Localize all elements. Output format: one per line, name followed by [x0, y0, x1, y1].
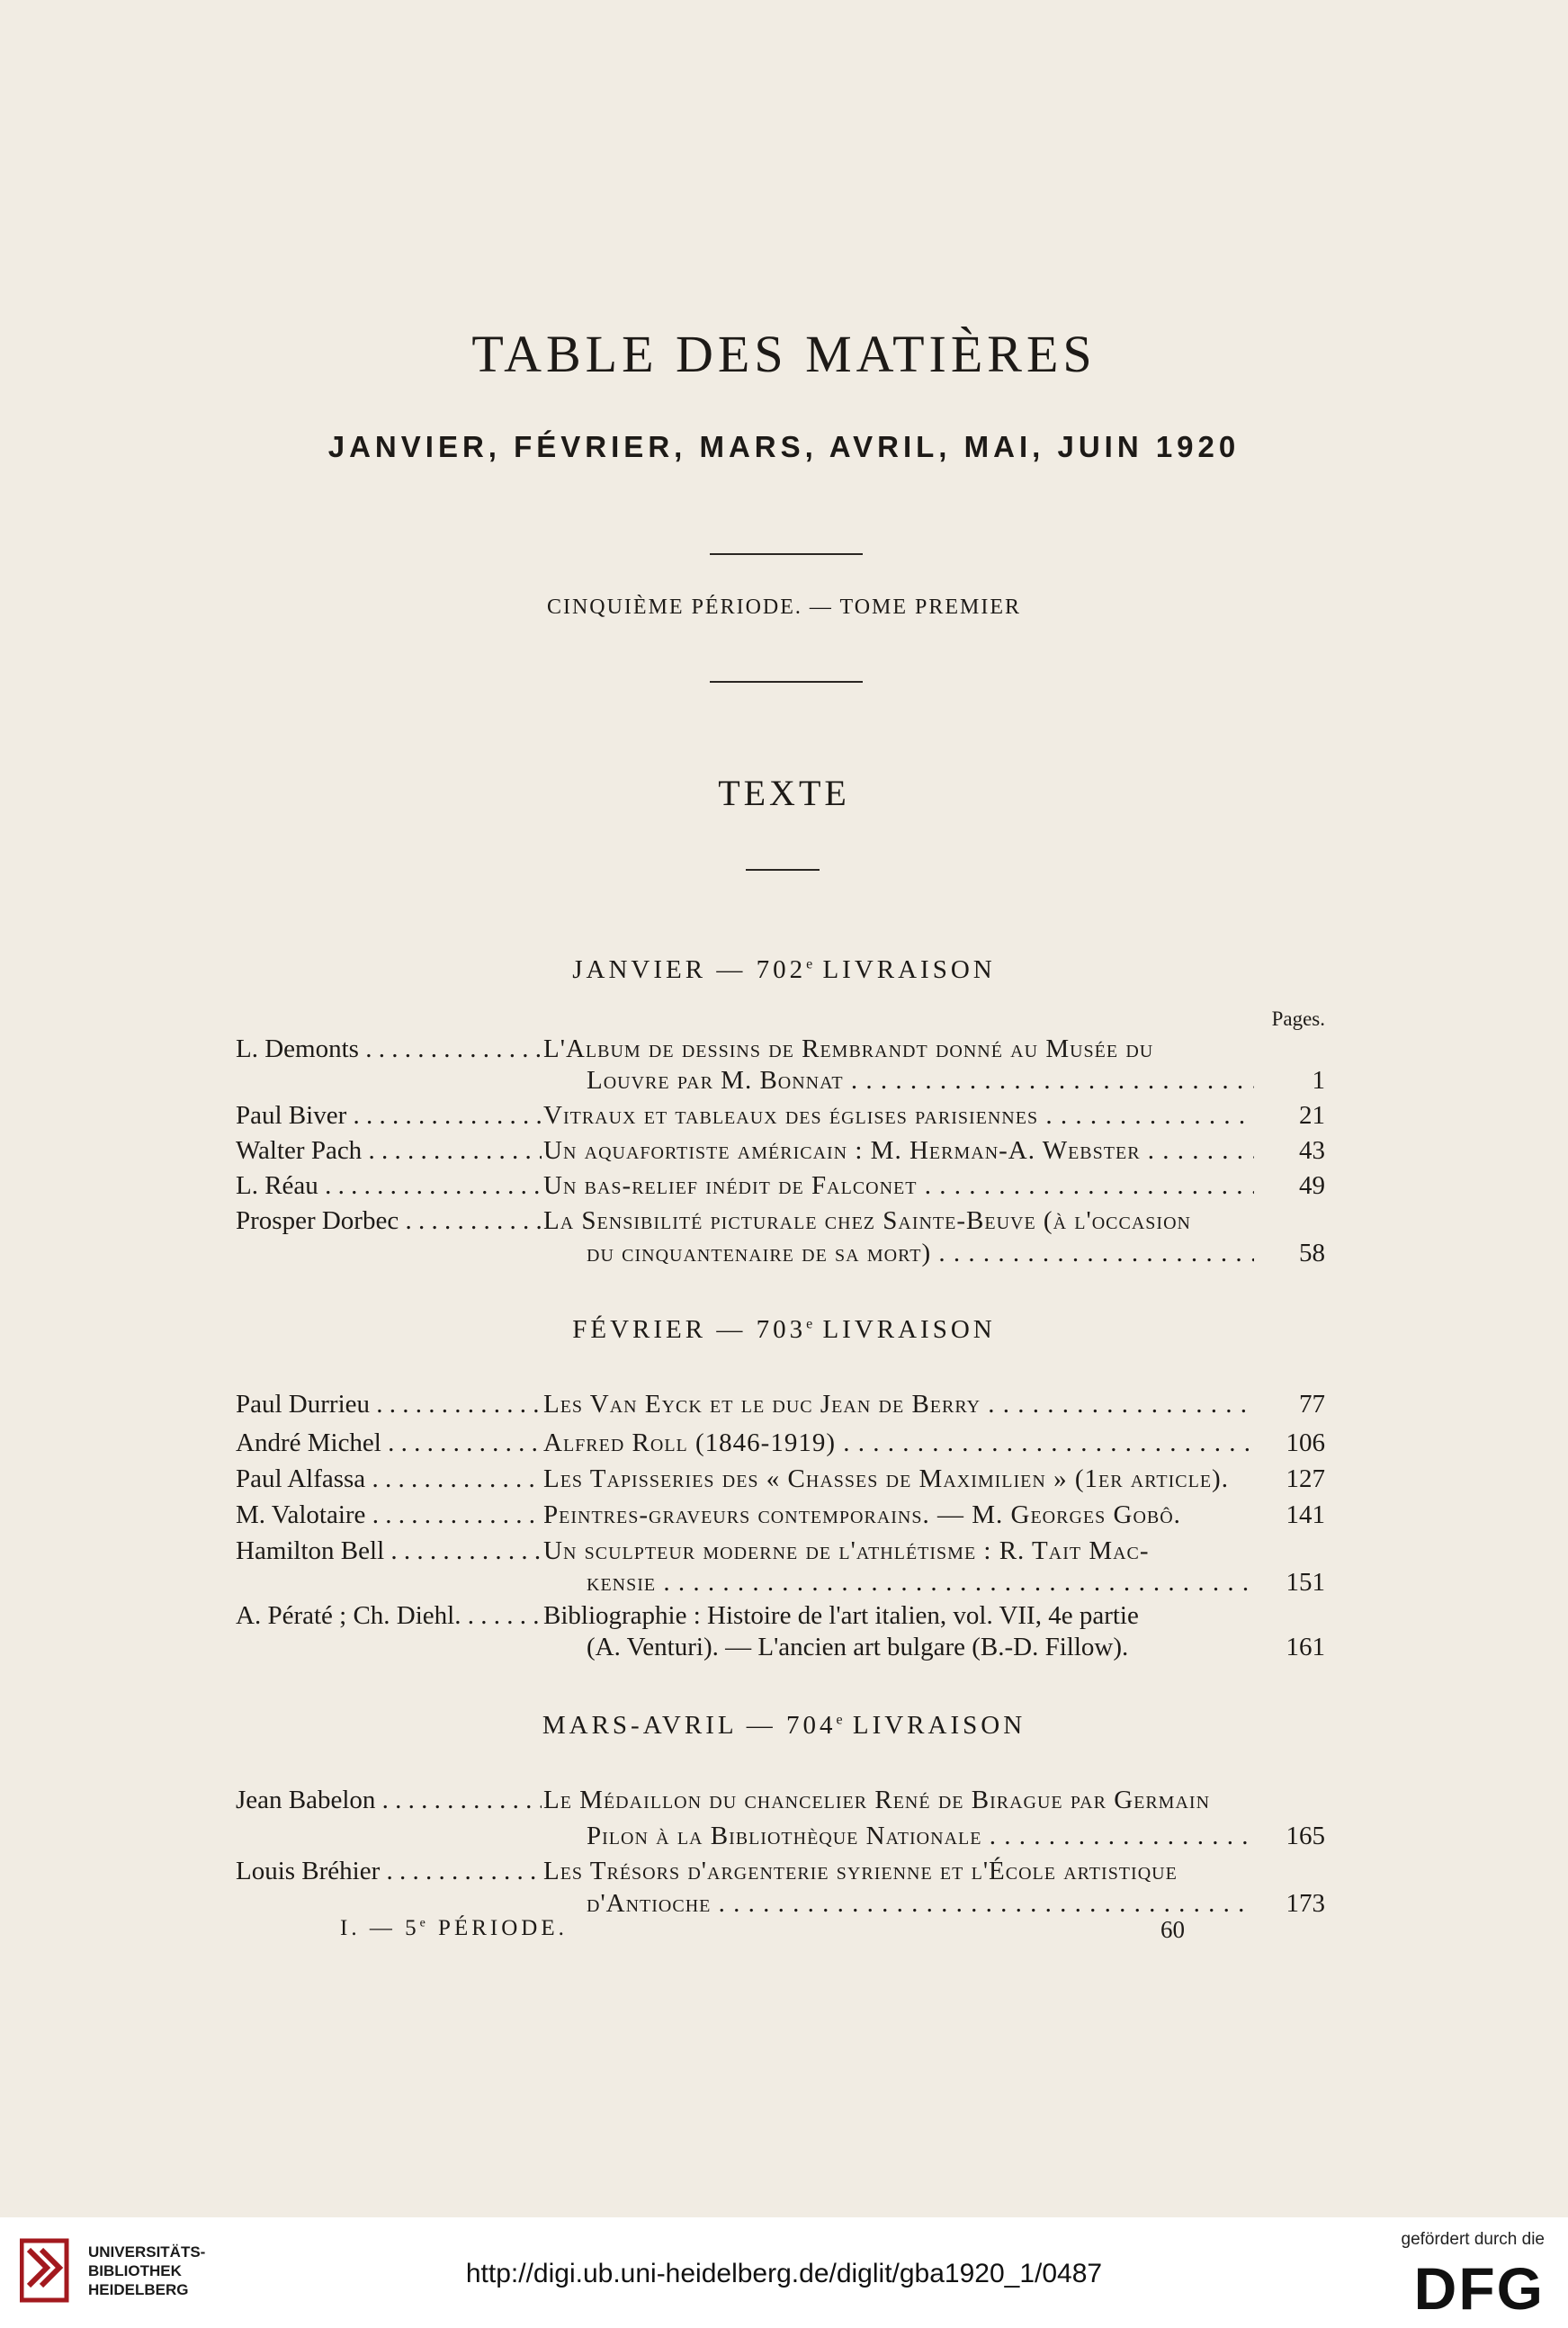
entry-title: kensie . . — [587, 1564, 1254, 1600]
entry-page: 21 — [1299, 1101, 1325, 1130]
divider — [710, 553, 863, 555]
period-line: CINQUIÈME PÉRIODE. — TOME PREMIER — [546, 595, 1022, 619]
entry-title: Les Trésors d'argenterie syrienne et l'École artistique — [543, 1857, 1178, 1885]
entry-title: du cinquantenaire de sa mort) . . — [587, 1235, 1254, 1271]
entry-title: Alfred Roll (1846-1919) . . — [543, 1425, 1254, 1461]
entry-author: Jean Babelon . . — [236, 1782, 542, 1818]
entry-author: Louis Bréhier . . — [236, 1853, 542, 1889]
entry-title: Vitraux et tableaux des églises parisiennes . . — [543, 1097, 1254, 1133]
entry-author: Walter Pach . . — [236, 1133, 542, 1168]
page-subtitle: JANVIER, FÉVRIER, MARS, AVRIL, MAI, JUIN 1920 — [327, 430, 1241, 463]
entry-page: 106 — [1286, 1428, 1325, 1457]
entry-title: Un sculpteur moderne de l'athlétisme : R. Tait Mac- — [543, 1536, 1150, 1565]
entry-page: 49 — [1299, 1171, 1325, 1200]
entry-author: Paul Biver . . — [236, 1097, 542, 1133]
entry-author: Prosper Dorbec . . — [236, 1203, 542, 1239]
entry-title: Pilon à la Bibliothèque Nationale . . — [587, 1818, 1254, 1854]
entry-title: Le Médaillon du chancelier René de Birague par Germain — [543, 1786, 1211, 1814]
entry-title: L'Album de dessins de Rembrandt donné au Musée du — [543, 1034, 1154, 1063]
digitization-bar — [0, 2217, 1568, 2328]
entry-title: Peintres-graveurs contemporains. — M. Georges Gobô. — [543, 1500, 1181, 1529]
entry-author: A. Pératé ; Ch. Diehl. . . — [236, 1598, 543, 1634]
entry-author: M. Valotaire . . — [236, 1497, 542, 1533]
entry-page: 127 — [1286, 1464, 1325, 1493]
entry-author: Paul Alfassa . . — [236, 1461, 542, 1497]
entry-title: Louvre par M. Bonnat . . — [587, 1062, 1254, 1098]
livraison-heading: JANVIER — 702e LIVRAISON — [572, 955, 996, 984]
entry-author: L. Demonts . . — [236, 1031, 542, 1067]
entry-title: Bibliographie : Histoire de l'art italien, vol. VII, 4e partie — [543, 1601, 1139, 1630]
entry-author: André Michel . . — [236, 1425, 542, 1461]
entry-title: Un bas-relief inédit de Falconet . . — [543, 1168, 1254, 1204]
livraison-heading: MARS-AVRIL — 704e LIVRAISON — [542, 1711, 1026, 1740]
page-title: TABLE DES MATIÈRES — [471, 325, 1097, 383]
library-name: UNIVERSITÄTS- BIBLIOTHEK HEIDELBERG — [88, 2243, 206, 2298]
entry-page: 173 — [1286, 1889, 1325, 1918]
permalink[interactable]: http://digi.ub.uni-heidelberg.de/diglit/gba1920_1/0487 — [465, 2259, 1103, 2288]
signature-mark: I. — 5e PÉRIODE. — [340, 1916, 568, 1940]
entry-title: (A. Venturi). — L'ancien art bulgare (B.-D. Fillow). — [587, 1633, 1129, 1661]
entry-page: 43 — [1299, 1136, 1325, 1165]
funding-label: gefördert durch die — [1401, 2230, 1545, 2249]
entry-author: Paul Durrieu . . — [236, 1386, 542, 1422]
entry-page: 151 — [1286, 1568, 1325, 1597]
entry-page: 1 — [1312, 1066, 1325, 1095]
entry-page: 165 — [1286, 1822, 1325, 1850]
entry-title: La Sensibilité picturale chez Sainte-Beuve (à l'occasion — [543, 1206, 1191, 1235]
divider — [710, 681, 863, 683]
entry-page: 77 — [1299, 1390, 1325, 1419]
livraison-heading: FÉVRIER — 703e LIVRAISON — [572, 1315, 996, 1344]
dfg-logo: DFG — [1413, 2255, 1545, 2322]
pages-column-label: Pages. — [1271, 1007, 1325, 1030]
entry-author: Hamilton Bell . . — [236, 1533, 542, 1569]
entry-page: 161 — [1286, 1633, 1325, 1661]
entry-title: Un aquafortiste américain : M. Herman-A. Webster . . — [543, 1133, 1254, 1168]
entry-title: d'Antioche . . — [587, 1885, 1254, 1921]
entry-title: Les Van Eyck et le duc Jean de Berry . . — [543, 1386, 1254, 1422]
section-heading: TEXTE — [718, 773, 850, 813]
sheet-number: 60 — [1160, 1916, 1185, 1943]
divider — [746, 869, 820, 871]
entry-page: 141 — [1286, 1500, 1325, 1529]
entry-page: 58 — [1299, 1239, 1325, 1267]
entry-author: L. Réau . . — [236, 1168, 542, 1204]
entry-title: Les Tapisseries des « Chasses de Maximilien » (1er article). — [543, 1464, 1229, 1493]
